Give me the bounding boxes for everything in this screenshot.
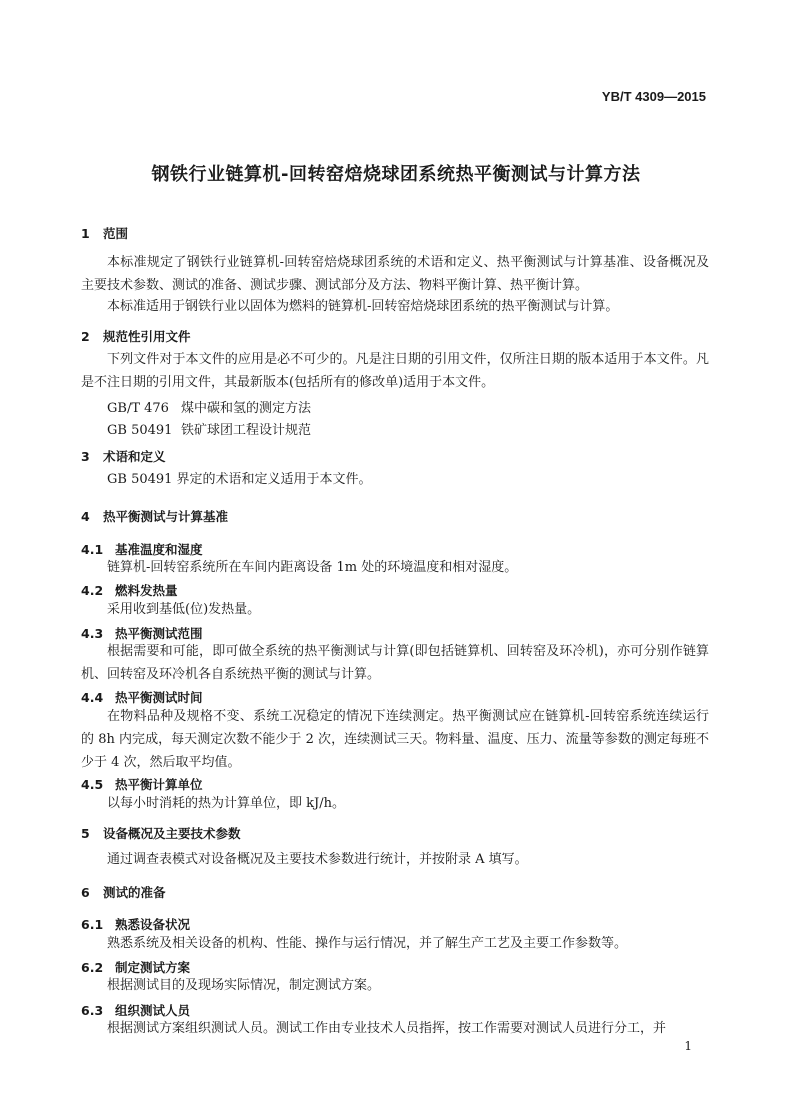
subsection-number: 6.3 bbox=[81, 1003, 104, 1018]
section-title: 设备概况及主要技术参数 bbox=[103, 826, 241, 841]
section-title: 测试的准备 bbox=[103, 885, 166, 900]
page-number: 1 bbox=[684, 1039, 692, 1053]
subsection-6-2-text: 根据测试目的及现场实际情况，制定测试方案。 bbox=[107, 978, 381, 993]
reference-item bbox=[107, 397, 311, 416]
standard-code: YB/T 4309—2015 bbox=[601, 89, 706, 104]
section-3-paragraph-1: GB 50491 界定的术语和定义适用于本文件。 bbox=[107, 472, 372, 487]
section-number: 4 bbox=[81, 509, 90, 524]
subsection-4-5-heading bbox=[81, 775, 203, 793]
subsection-number: 6.1 bbox=[81, 917, 104, 932]
subsection-title: 热平衡测试时间 bbox=[115, 690, 203, 705]
document-title: 钢铁行业链算机-回转窑焙烧球团系统热平衡测试与计算方法 bbox=[151, 164, 641, 185]
subsection-6-3-text: 根据测试方案组织测试人员。测试工作由专业技术人员指挥，按工作需要对测试人员进行分工，并 bbox=[107, 1021, 667, 1036]
subsection-4-5-text: 以每小时消耗的热为计算单位，即 kJ/h。 bbox=[107, 796, 345, 811]
section-5-heading bbox=[81, 824, 241, 842]
subsection-title: 热平衡测试范围 bbox=[115, 626, 203, 641]
subsection-number: 4.2 bbox=[81, 583, 104, 598]
subsection-4-1-text: 链算机-回转窑系统所在车间内距离设备 1m 处的环境温度和相对湿度。 bbox=[107, 560, 518, 575]
reference-code: GB/T 476 bbox=[107, 401, 169, 416]
section-title: 规范性引用文件 bbox=[103, 329, 191, 344]
section-title: 热平衡测试与计算基准 bbox=[103, 509, 229, 524]
section-1-heading bbox=[81, 224, 128, 242]
section-number: 1 bbox=[81, 226, 90, 241]
section-6-heading bbox=[81, 883, 166, 901]
section-3-heading bbox=[81, 447, 166, 465]
section-number: 5 bbox=[81, 826, 90, 841]
subsection-title: 基准温度和湿度 bbox=[115, 542, 203, 557]
subsection-4-2-heading bbox=[81, 581, 178, 599]
subsection-number: 4.1 bbox=[81, 542, 104, 557]
subsection-title: 制定测试方案 bbox=[115, 960, 191, 975]
subsection-title: 组织测试人员 bbox=[115, 1003, 191, 1018]
section-2-paragraph-1: 下列文件对于本文件的应用是必不可少的。凡是注日期的引用文件，仅所注日期的版本适用于本文件。凡是不注日期的引用文件，其最新版本(包括所有的修改单)适用于本文件。 bbox=[81, 352, 709, 390]
reference-name: 煤中碳和氢的测定方法 bbox=[181, 401, 312, 416]
subsection-4-2-text: 采用收到基低(位)发热量。 bbox=[107, 602, 261, 617]
section-4-heading bbox=[81, 507, 228, 525]
subsection-title: 燃料发热量 bbox=[115, 583, 178, 598]
subsection-4-3-text: 根据需要和可能，即可做全系统的热平衡测试与计算(即包括链算机、回转窑及环冷机)，亦可分别作链算机、回转窑及环冷机各自系统热平衡的测试与计算。 bbox=[81, 644, 709, 682]
subsection-4-4-text: 在物料品种及规格不变、系统工况稳定的情况下连续测定。热平衡测试应在链算机-回转窑系统连续运行的 8h 内完成，每天测定次数不能少于 2 次，连续测试三天。物料量、温度、压力、流量等参数的测定每班不少于 4 次，然后取平均值。 bbox=[81, 709, 709, 770]
reference-code: GB 50491 bbox=[107, 423, 173, 438]
subsection-6-1-heading bbox=[81, 915, 190, 933]
subsection-number: 4.5 bbox=[81, 777, 104, 792]
section-number: 2 bbox=[81, 329, 90, 344]
reference-name: 铁矿球团工程设计规范 bbox=[181, 423, 312, 438]
subsection-6-1-text: 熟悉系统及相关设备的机构、性能、操作与运行情况，并了解生产工艺及主要工作参数等。 bbox=[107, 936, 628, 951]
subsection-number: 4.4 bbox=[81, 690, 104, 705]
section-5-paragraph-1: 通过调查表模式对设备概况及主要技术参数进行统计，并按附录 A 填写。 bbox=[107, 852, 528, 867]
subsection-number: 6.2 bbox=[81, 960, 104, 975]
section-1-paragraph-1: 本标准规定了钢铁行业链算机-回转窑焙烧球团系统的术语和定义、热平衡测试与计算基准、设备概况及主要技术参数、测试的准备、测试步骤、测试部分及方法、物料平衡计算、热平衡计算。 bbox=[81, 255, 709, 293]
section-1-paragraph-2: 本标准适用于钢铁行业以固体为燃料的链算机-回转窑焙烧球团系统的热平衡测试与计算。 bbox=[107, 299, 619, 314]
subsection-title: 热平衡计算单位 bbox=[115, 777, 203, 792]
section-number: 3 bbox=[81, 449, 90, 464]
section-title: 术语和定义 bbox=[103, 449, 166, 464]
reference-item bbox=[107, 419, 311, 438]
subsection-title: 熟悉设备状况 bbox=[115, 917, 191, 932]
section-number: 6 bbox=[81, 885, 90, 900]
subsection-number: 4.3 bbox=[81, 626, 104, 641]
section-title: 范围 bbox=[103, 226, 129, 241]
subsection-4-4-heading bbox=[81, 688, 203, 706]
section-2-heading bbox=[81, 327, 191, 345]
